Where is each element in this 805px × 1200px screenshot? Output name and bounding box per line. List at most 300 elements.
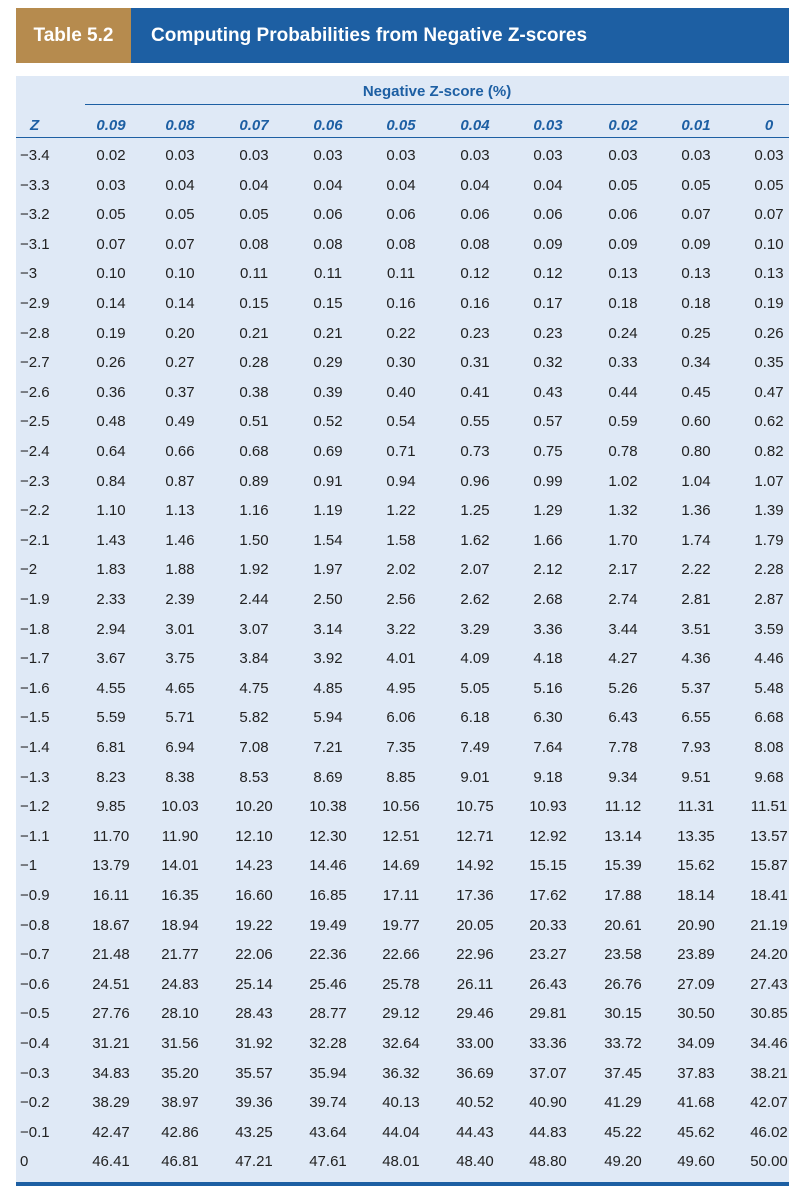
probability-cell: 0.18 bbox=[608, 295, 638, 312]
z-value: −0.9 bbox=[20, 887, 50, 904]
z-value: −2.4 bbox=[20, 443, 50, 460]
probability-cell: 3.67 bbox=[96, 650, 126, 668]
probability-cell: 0.06 bbox=[533, 206, 563, 224]
probability-cell: 43.25 bbox=[235, 1123, 273, 1141]
probability-cell: 45.62 bbox=[677, 1123, 715, 1141]
probability-cell: 21.77 bbox=[161, 946, 199, 964]
probability-cell: 7.21 bbox=[313, 739, 343, 756]
probability-cell: 4.01 bbox=[386, 650, 416, 668]
probability-cell: 2.44 bbox=[239, 591, 269, 608]
probability-cell: 0.54 bbox=[386, 413, 416, 431]
probability-cell: 16.85 bbox=[309, 887, 347, 904]
probability-cell: 13.57 bbox=[750, 827, 788, 845]
z-value: −3 bbox=[20, 265, 38, 283]
z-value: −2.6 bbox=[20, 383, 50, 401]
probability-cell: 10.93 bbox=[529, 798, 567, 816]
probability-cell: 10.38 bbox=[309, 798, 347, 816]
probability-cell: 6.43 bbox=[608, 709, 638, 727]
probability-cell: 19.22 bbox=[235, 916, 273, 934]
probability-cell: 48.80 bbox=[529, 1153, 567, 1171]
probability-cell: 1.97 bbox=[313, 561, 343, 579]
group-header: Negative Z-score (%) bbox=[362, 83, 512, 100]
probability-cell: 9.68 bbox=[754, 768, 784, 786]
probability-cell: 2.62 bbox=[460, 591, 490, 608]
probability-cell: 1.66 bbox=[533, 531, 563, 549]
probability-cell: 5.48 bbox=[754, 679, 784, 697]
probability-cell: 0.26 bbox=[96, 354, 126, 372]
probability-cell: 0.21 bbox=[239, 324, 269, 342]
z-value: −1.4 bbox=[20, 739, 50, 756]
probability-cell: 0.68 bbox=[239, 443, 269, 460]
probability-cell: 8.53 bbox=[239, 768, 269, 786]
probability-cell: 6.18 bbox=[460, 709, 490, 727]
probability-cell: 40.90 bbox=[529, 1094, 567, 1112]
probability-cell: 50.00 bbox=[750, 1153, 788, 1171]
probability-cell: 34.46 bbox=[750, 1035, 788, 1052]
table-number-tag: Table 5.2 bbox=[16, 8, 131, 63]
probability-cell: 4.55 bbox=[96, 679, 126, 697]
probability-cell: 2.74 bbox=[608, 591, 638, 608]
probability-cell: 0.47 bbox=[754, 383, 784, 401]
probability-cell: 0.87 bbox=[165, 472, 195, 490]
probability-cell: 7.93 bbox=[681, 739, 711, 756]
probability-cell: 4.95 bbox=[386, 679, 416, 697]
probability-cell: 0.05 bbox=[754, 176, 784, 194]
probability-cell: 22.96 bbox=[456, 946, 494, 964]
probability-cell: 0.08 bbox=[386, 235, 416, 253]
z-value: −0.2 bbox=[20, 1094, 50, 1112]
probability-cell: 28.43 bbox=[235, 1005, 273, 1023]
probability-cell: 42.07 bbox=[750, 1094, 788, 1112]
probability-cell: 0.03 bbox=[460, 147, 490, 164]
probability-cell: 45.22 bbox=[604, 1123, 642, 1141]
probability-cell: 22.36 bbox=[309, 946, 347, 964]
probability-cell: 29.81 bbox=[529, 1005, 567, 1023]
probability-cell: 5.59 bbox=[96, 709, 126, 727]
probability-cell: 15.15 bbox=[529, 857, 567, 875]
probability-cell: 30.85 bbox=[750, 1005, 788, 1023]
probability-cell: 5.05 bbox=[460, 679, 490, 697]
probability-cell: 0.03 bbox=[386, 147, 416, 164]
probability-cell: 16.11 bbox=[92, 887, 130, 904]
probability-cell: 27.43 bbox=[750, 975, 788, 993]
probability-cell: 0.04 bbox=[165, 176, 195, 194]
z-value: −1.7 bbox=[20, 650, 50, 668]
column-header: 0.01 bbox=[681, 117, 711, 134]
probability-cell: 0.48 bbox=[96, 413, 126, 431]
probability-cell: 2.28 bbox=[754, 561, 784, 579]
probability-cell: 0.69 bbox=[313, 443, 343, 460]
probability-cell: 0.05 bbox=[239, 206, 269, 224]
probability-cell: 30.15 bbox=[604, 1005, 642, 1023]
probability-cell: 0.11 bbox=[386, 265, 416, 283]
probability-cell: 0.40 bbox=[386, 383, 416, 401]
probability-cell: 2.07 bbox=[460, 561, 490, 579]
probability-cell: 4.09 bbox=[460, 650, 490, 668]
probability-cell: 31.56 bbox=[161, 1035, 199, 1052]
probability-cell: 14.46 bbox=[309, 857, 347, 875]
probability-cell: 2.50 bbox=[313, 591, 343, 608]
probability-cell: 34.09 bbox=[677, 1035, 715, 1052]
column-header: 0.03 bbox=[533, 117, 563, 134]
probability-cell: 0.26 bbox=[754, 324, 784, 342]
probability-cell: 19.49 bbox=[309, 916, 347, 934]
probability-cell: 25.78 bbox=[382, 975, 420, 993]
probability-cell: 18.41 bbox=[750, 887, 788, 904]
probability-cell: 0.32 bbox=[533, 354, 563, 372]
probability-cell: 0.06 bbox=[608, 206, 638, 224]
z-value: −3.4 bbox=[20, 147, 50, 164]
column-header: 0.05 bbox=[386, 117, 416, 134]
probability-cell: 0.21 bbox=[313, 324, 343, 342]
probability-cell: 3.22 bbox=[386, 620, 416, 638]
probability-cell: 36.32 bbox=[382, 1064, 420, 1082]
probability-cell: 49.20 bbox=[604, 1153, 642, 1171]
probability-cell: 0.31 bbox=[460, 354, 490, 372]
probability-cell: 24.51 bbox=[92, 975, 130, 993]
probability-cell: 11.90 bbox=[161, 827, 199, 845]
probability-cell: 0.08 bbox=[460, 235, 490, 253]
probability-cell: 0.02 bbox=[96, 147, 126, 164]
probability-cell: 0.08 bbox=[239, 235, 269, 253]
probability-cell: 14.92 bbox=[456, 857, 494, 875]
probability-cell: 8.69 bbox=[313, 768, 343, 786]
probability-cell: 1.46 bbox=[165, 531, 195, 549]
z-value: −2.5 bbox=[20, 413, 50, 431]
probability-cell: 0.71 bbox=[386, 443, 416, 460]
probability-cell: 3.29 bbox=[460, 620, 490, 638]
probability-cell: 37.07 bbox=[529, 1064, 567, 1082]
probability-cell: 0.10 bbox=[96, 265, 126, 283]
probability-cell: 13.14 bbox=[604, 827, 642, 845]
probability-cell: 11.12 bbox=[604, 798, 642, 816]
z-value: −1.5 bbox=[20, 709, 50, 727]
probability-cell: 0.13 bbox=[681, 265, 711, 283]
probability-cell: 1.43 bbox=[96, 531, 126, 549]
probability-cell: 12.92 bbox=[529, 827, 567, 845]
z-value: −1 bbox=[20, 857, 38, 875]
probability-cell: 1.50 bbox=[239, 531, 269, 549]
probability-cell: 35.20 bbox=[161, 1064, 199, 1082]
probability-cell: 3.75 bbox=[165, 650, 195, 668]
probability-cell: 17.11 bbox=[382, 887, 420, 904]
probability-cell: 16.35 bbox=[161, 887, 199, 904]
probability-cell: 0.52 bbox=[313, 413, 343, 431]
probability-cell: 0.73 bbox=[460, 443, 490, 460]
probability-cell: 15.87 bbox=[750, 857, 788, 875]
probability-cell: 47.61 bbox=[309, 1153, 347, 1171]
probability-cell: 4.75 bbox=[239, 679, 269, 697]
probability-cell: 0.09 bbox=[608, 235, 638, 253]
probability-cell: 0.84 bbox=[96, 472, 126, 490]
probability-cell: 36.69 bbox=[456, 1064, 494, 1082]
probability-cell: 1.04 bbox=[681, 472, 711, 490]
probability-cell: 0.03 bbox=[96, 176, 126, 194]
probability-cell: 0.10 bbox=[754, 235, 784, 253]
probability-cell: 0.12 bbox=[460, 265, 490, 283]
probability-cell: 7.35 bbox=[386, 739, 416, 756]
probability-cell: 0.94 bbox=[386, 472, 416, 490]
probability-cell: 25.14 bbox=[235, 975, 273, 993]
z-value: −2.2 bbox=[20, 502, 50, 520]
z-value: −0.4 bbox=[20, 1035, 50, 1052]
probability-cell: 46.41 bbox=[92, 1153, 130, 1171]
probability-cell: 1.83 bbox=[96, 561, 126, 579]
probability-cell: 3.01 bbox=[165, 620, 195, 638]
probability-cell: 0.03 bbox=[681, 147, 711, 164]
probability-cell: 1.70 bbox=[608, 531, 638, 549]
z-value: −2.9 bbox=[20, 295, 50, 312]
probability-cell: 0.78 bbox=[608, 443, 638, 460]
probability-cell: 38.29 bbox=[92, 1094, 130, 1112]
probability-cell: 8.23 bbox=[96, 768, 126, 786]
probability-cell: 0.10 bbox=[165, 265, 195, 283]
probability-cell: 38.21 bbox=[750, 1064, 788, 1082]
probability-cell: 0.06 bbox=[460, 206, 490, 224]
probability-cell: 3.14 bbox=[313, 620, 343, 638]
probability-cell: 11.51 bbox=[750, 798, 788, 816]
probability-cell: 4.65 bbox=[165, 679, 195, 697]
probability-cell: 9.01 bbox=[460, 768, 490, 786]
probability-cell: 0.36 bbox=[96, 383, 126, 401]
probability-cell: 0.15 bbox=[239, 295, 269, 312]
probability-cell: 12.30 bbox=[309, 827, 347, 845]
probability-cell: 6.30 bbox=[533, 709, 563, 727]
probability-cell: 26.43 bbox=[529, 975, 567, 993]
probability-cell: 5.82 bbox=[239, 709, 269, 727]
z-value: −0.3 bbox=[20, 1064, 50, 1082]
probability-cell: 30.50 bbox=[677, 1005, 715, 1023]
probability-cell: 0.03 bbox=[239, 147, 269, 164]
probability-cell: 0.23 bbox=[460, 324, 490, 342]
probability-cell: 18.14 bbox=[677, 887, 715, 904]
probability-cell: 11.31 bbox=[677, 798, 715, 816]
probability-cell: 0.13 bbox=[754, 265, 784, 283]
z-value: −1.8 bbox=[20, 620, 50, 638]
probability-cell: 24.20 bbox=[750, 946, 788, 964]
probability-cell: 3.44 bbox=[608, 620, 638, 638]
probability-cell: 0.57 bbox=[533, 413, 563, 431]
probability-cell: 37.45 bbox=[604, 1064, 642, 1082]
probability-cell: 20.05 bbox=[456, 916, 494, 934]
probability-cell: 0.22 bbox=[386, 324, 416, 342]
probability-cell: 17.62 bbox=[529, 887, 567, 904]
probability-cell: 0.05 bbox=[96, 206, 126, 224]
probability-cell: 7.64 bbox=[533, 739, 563, 756]
probability-cell: 0.14 bbox=[165, 295, 195, 312]
z-value: 0 bbox=[20, 1153, 29, 1171]
column-header: 0.04 bbox=[460, 117, 490, 134]
probability-cell: 0.03 bbox=[608, 147, 638, 164]
z-value: −2 bbox=[20, 561, 38, 579]
column-header: 0 bbox=[764, 117, 774, 134]
probability-cell: 0.96 bbox=[460, 472, 490, 490]
probability-cell: 0.59 bbox=[608, 413, 638, 431]
probability-cell: 0.13 bbox=[608, 265, 638, 283]
probability-cell: 0.80 bbox=[681, 443, 711, 460]
probability-cell: 0.16 bbox=[460, 295, 490, 312]
probability-cell: 48.01 bbox=[382, 1153, 420, 1171]
probability-cell: 0.45 bbox=[681, 383, 711, 401]
probability-cell: 1.92 bbox=[239, 561, 269, 579]
probability-cell: 0.11 bbox=[313, 265, 343, 283]
probability-cell: 0.07 bbox=[754, 206, 784, 224]
probability-cell: 33.72 bbox=[604, 1035, 642, 1052]
probability-cell: 1.10 bbox=[96, 502, 126, 520]
probability-cell: 0.38 bbox=[239, 383, 269, 401]
probability-cell: 0.82 bbox=[754, 443, 784, 460]
probability-cell: 0.05 bbox=[165, 206, 195, 224]
probability-cell: 0.14 bbox=[96, 295, 126, 312]
probability-cell: 0.99 bbox=[533, 472, 563, 490]
probability-cell: 16.60 bbox=[235, 887, 273, 904]
probability-cell: 37.83 bbox=[677, 1064, 715, 1082]
probability-cell: 4.18 bbox=[533, 650, 563, 668]
probability-cell: 6.06 bbox=[386, 709, 416, 727]
probability-cell: 0.05 bbox=[681, 176, 711, 194]
z-value: −2.3 bbox=[20, 472, 50, 490]
probability-cell: 18.94 bbox=[161, 916, 199, 934]
probability-cell: 1.36 bbox=[681, 502, 711, 520]
probability-cell: 0.04 bbox=[313, 176, 343, 194]
probability-cell: 0.20 bbox=[165, 324, 195, 342]
probability-cell: 28.77 bbox=[309, 1005, 347, 1023]
probability-cell: 21.48 bbox=[92, 946, 130, 964]
probability-cell: 4.46 bbox=[754, 650, 784, 668]
probability-cell: 0.29 bbox=[313, 354, 343, 372]
table-title: Computing Probabilities from Negative Z-scores bbox=[151, 25, 588, 46]
probability-cell: 0.07 bbox=[96, 235, 126, 253]
probability-cell: 0.49 bbox=[165, 413, 195, 431]
probability-cell: 9.34 bbox=[608, 768, 638, 786]
probability-cell: 15.39 bbox=[604, 857, 642, 875]
probability-cell: 2.94 bbox=[96, 620, 126, 638]
probability-cell: 0.07 bbox=[681, 206, 711, 224]
probability-cell: 6.94 bbox=[165, 739, 195, 756]
probability-cell: 32.28 bbox=[309, 1035, 347, 1052]
z-value: −3.1 bbox=[20, 235, 50, 253]
probability-cell: 20.61 bbox=[604, 916, 642, 934]
probability-cell: 27.76 bbox=[92, 1005, 130, 1023]
z-value: −1.1 bbox=[20, 827, 50, 845]
probability-cell: 13.35 bbox=[677, 827, 715, 845]
z-value: −0.6 bbox=[20, 975, 50, 993]
probability-cell: 1.79 bbox=[754, 531, 784, 549]
probability-cell: 5.16 bbox=[533, 679, 563, 697]
probability-cell: 5.37 bbox=[681, 679, 711, 697]
probability-cell: 3.59 bbox=[754, 620, 784, 638]
probability-cell: 0.33 bbox=[608, 354, 638, 372]
probability-cell: 17.36 bbox=[456, 887, 494, 904]
probability-cell: 29.46 bbox=[456, 1005, 494, 1023]
probability-cell: 0.34 bbox=[681, 354, 711, 372]
probability-cell: 14.01 bbox=[161, 857, 199, 875]
probability-cell: 1.19 bbox=[313, 502, 343, 520]
probability-cell: 0.08 bbox=[313, 235, 343, 253]
probability-cell: 35.57 bbox=[235, 1064, 273, 1082]
probability-cell: 38.97 bbox=[161, 1094, 199, 1112]
probability-cell: 2.12 bbox=[533, 561, 563, 579]
probability-cell: 8.08 bbox=[754, 739, 784, 756]
probability-cell: 39.74 bbox=[309, 1094, 347, 1112]
probability-cell: 0.04 bbox=[386, 176, 416, 194]
group-header-rule bbox=[85, 104, 789, 105]
probability-cell: 23.58 bbox=[604, 946, 642, 964]
z-value: −1.9 bbox=[20, 591, 50, 608]
probability-cell: 3.51 bbox=[681, 620, 711, 638]
probability-cell: 1.39 bbox=[754, 502, 784, 520]
probability-cell: 0.04 bbox=[239, 176, 269, 194]
probability-cell: 12.10 bbox=[235, 827, 273, 845]
probability-cell: 1.58 bbox=[386, 531, 416, 549]
probability-cell: 27.09 bbox=[677, 975, 715, 993]
probability-cell: 40.52 bbox=[456, 1094, 494, 1112]
probability-cell: 1.29 bbox=[533, 502, 563, 520]
column-header: 0.06 bbox=[313, 117, 343, 134]
probability-cell: 0.05 bbox=[608, 176, 638, 194]
probability-cell: 2.81 bbox=[681, 591, 711, 608]
probability-cell: 0.16 bbox=[386, 295, 416, 312]
probability-cell: 0.03 bbox=[533, 147, 563, 164]
probability-cell: 1.25 bbox=[460, 502, 490, 520]
probability-cell: 1.32 bbox=[608, 502, 638, 520]
probability-cell: 0.55 bbox=[460, 413, 490, 431]
probability-cell: 0.17 bbox=[533, 295, 563, 312]
probability-cell: 3.84 bbox=[239, 650, 269, 668]
column-header: 0.09 bbox=[96, 117, 126, 134]
probability-cell: 4.27 bbox=[608, 650, 638, 668]
column-header-rule bbox=[16, 137, 789, 138]
probability-cell: 0.07 bbox=[165, 235, 195, 253]
probability-cell: 34.83 bbox=[92, 1064, 130, 1082]
probability-cell: 0.06 bbox=[313, 206, 343, 224]
probability-cell: 0.19 bbox=[96, 324, 126, 342]
probability-cell: 2.87 bbox=[754, 591, 784, 608]
bottom-rule bbox=[16, 1182, 789, 1186]
probability-cell: 6.81 bbox=[96, 739, 126, 756]
probability-cell: 2.56 bbox=[386, 591, 416, 608]
probability-cell: 42.86 bbox=[161, 1123, 199, 1141]
probability-cell: 22.66 bbox=[382, 946, 420, 964]
column-header: 0.08 bbox=[165, 117, 195, 134]
probability-cell: 18.67 bbox=[92, 916, 130, 934]
probability-cell: 31.21 bbox=[92, 1035, 130, 1052]
probability-cell: 49.60 bbox=[677, 1153, 715, 1171]
probability-cell: 35.94 bbox=[309, 1064, 347, 1082]
probability-cell: 20.33 bbox=[529, 916, 567, 934]
probability-cell: 12.51 bbox=[382, 827, 420, 845]
probability-cell: 10.75 bbox=[456, 798, 494, 816]
probability-cell: 0.11 bbox=[239, 265, 269, 283]
probability-cell: 2.39 bbox=[165, 591, 195, 608]
probability-cell: 11.70 bbox=[92, 827, 130, 845]
probability-cell: 0.89 bbox=[239, 472, 269, 490]
probability-cell: 3.07 bbox=[239, 620, 269, 638]
probability-cell: 12.71 bbox=[456, 827, 494, 845]
probability-cell: 2.22 bbox=[681, 561, 711, 579]
probability-cell: 0.03 bbox=[165, 147, 195, 164]
probability-cell: 1.22 bbox=[386, 502, 416, 520]
probability-cell: 0.09 bbox=[681, 235, 711, 253]
probability-cell: 0.43 bbox=[533, 383, 563, 401]
probability-cell: 0.62 bbox=[754, 413, 784, 431]
probability-cell: 26.11 bbox=[456, 975, 494, 993]
probability-cell: 0.06 bbox=[386, 206, 416, 224]
probability-cell: 0.75 bbox=[533, 443, 563, 460]
z-value: −3.3 bbox=[20, 176, 50, 194]
probability-cell: 44.83 bbox=[529, 1123, 567, 1141]
probability-cell: 9.18 bbox=[533, 768, 563, 786]
